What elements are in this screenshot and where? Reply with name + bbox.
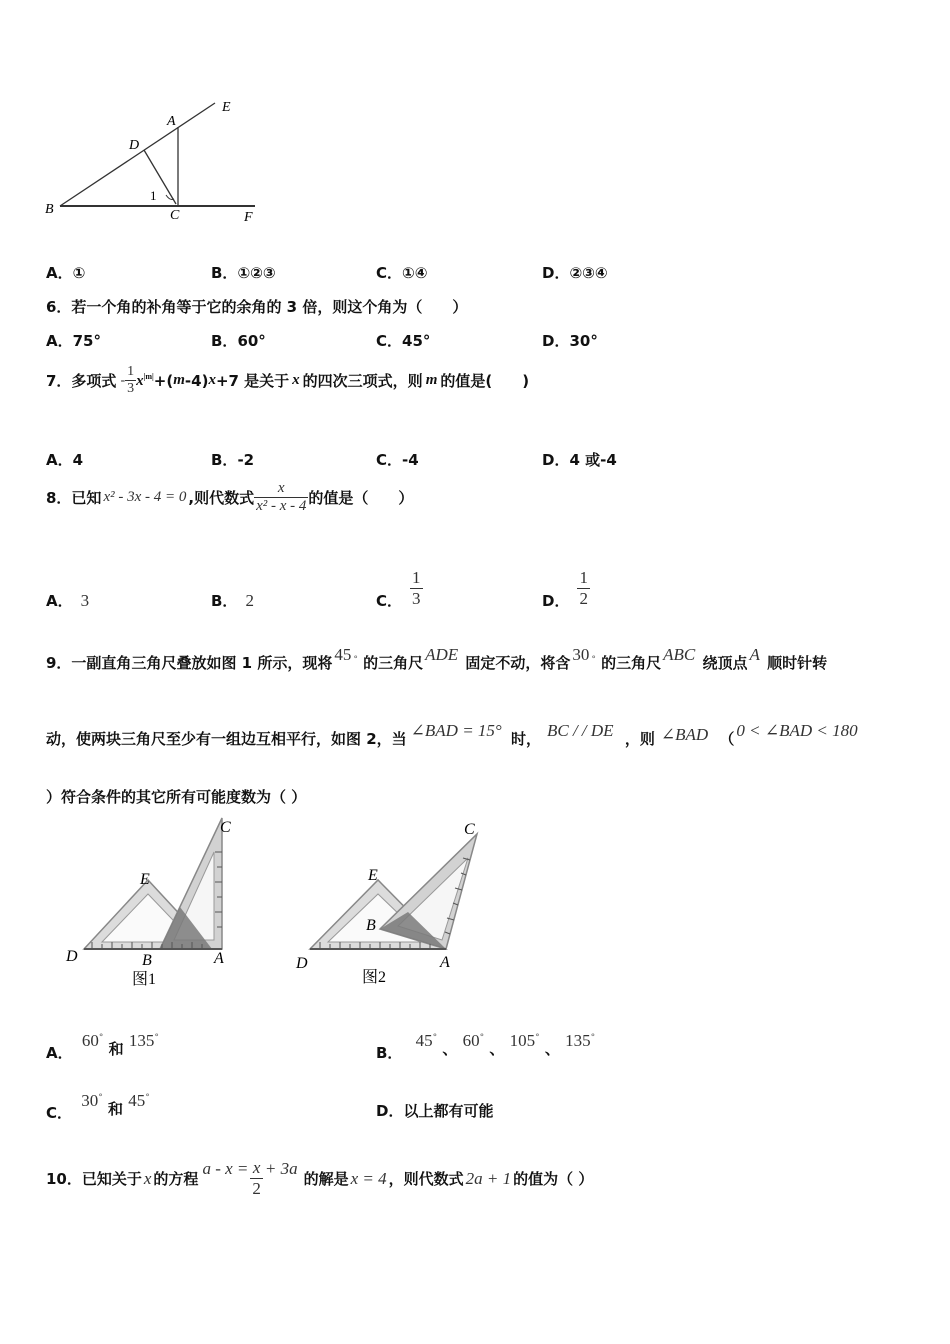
fig1-label-A: A bbox=[214, 950, 224, 967]
q5-option-d[interactable]: D．②③④ bbox=[542, 264, 608, 282]
q5-option-c[interactable]: C．①④ bbox=[376, 264, 428, 282]
q9-option-d[interactable]: D．以上都有可能 bbox=[376, 1102, 494, 1120]
q8-option-c[interactable]: C． $\frac{1}{3}$ bbox=[376, 568, 421, 610]
q7-option-b[interactable]: B．-2 bbox=[211, 451, 255, 469]
q10-stem: 10．已知关于 x 的方程 a - x = $\frac{x}{2}$ + 3a 的解是 x = 4 ，则代数式 2a + 1 的值为（ ） bbox=[46, 1158, 594, 1198]
q7-option-a[interactable]: A．4 bbox=[46, 451, 84, 469]
q5-option-b[interactable]: B．①②③ bbox=[211, 264, 276, 282]
q9-line1: 9．一副直角三角尺叠放如图 1 所示，现将 45 ° 的三角尺 ADE 固定不动，将含 30 ° 的三角尺 ABC 绕顶点 A 顺时针转 bbox=[46, 645, 828, 672]
fig1-label-B: B bbox=[142, 952, 152, 969]
label-C: C bbox=[170, 208, 180, 223]
fig2-label-A: A bbox=[440, 954, 450, 971]
q8-stem: 8．已知 x² - 3x - 4 = 0 ,则代数式 $\frac{x}{\text{x² - x - 4}}$ 的值是（ ） bbox=[46, 480, 414, 514]
q8-option-d[interactable]: D． $\frac{1}{2}$ bbox=[542, 568, 588, 610]
q9-option-c[interactable]: C． 30° 和 45° bbox=[46, 1091, 150, 1122]
q8-option-a[interactable]: A． 3 bbox=[46, 591, 90, 610]
angle-figure bbox=[40, 95, 270, 230]
q6-option-b[interactable]: B．60° bbox=[211, 332, 266, 350]
fig1-label-C: C bbox=[220, 819, 231, 836]
q9-line2: 动，使两块三角尺至少有一组边互相平行，如图 2，当 ∠BAD = 15° 时， BC / / DE ，则 ∠BAD （ 0 < ∠BAD < 180 bbox=[46, 721, 858, 748]
fig2-caption: 图2 bbox=[362, 969, 387, 986]
q8-option-b[interactable]: B． 2 bbox=[211, 591, 254, 610]
q6-option-a[interactable]: A．75° bbox=[46, 332, 101, 350]
q9-option-b[interactable]: B． 45° 、 60° 、 105° 、 135° bbox=[376, 1031, 596, 1062]
label-E: E bbox=[222, 100, 231, 115]
label-B: B bbox=[45, 202, 54, 217]
triangle-figure-1 bbox=[62, 812, 252, 992]
q7-fraction: $\frac{1}{3}$ bbox=[127, 364, 135, 396]
q9-line3: ）符合条件的其它所有可能度数为（ ） bbox=[46, 788, 307, 806]
triangle-figure-2 bbox=[290, 812, 490, 992]
fig1-label-D: D bbox=[66, 948, 78, 965]
label-D: D bbox=[129, 138, 140, 153]
fig2-label-C: C bbox=[464, 821, 475, 838]
q7-option-d[interactable]: D．4 或-4 bbox=[542, 451, 617, 469]
label-1: 1 bbox=[150, 188, 157, 203]
q7-stem: 7．多项式 - $\frac{1}{3}$ $x^{|m|}$ +( m -4) x +7 是关于 x 的四次三项式，则 m 的值是( ) bbox=[46, 364, 530, 396]
q9-option-a[interactable]: A． 60° 和 135° bbox=[46, 1031, 159, 1062]
q6-option-d[interactable]: D．30° bbox=[542, 332, 598, 350]
label-F: F bbox=[244, 210, 253, 225]
q6-option-c[interactable]: C．45° bbox=[376, 332, 431, 350]
q8-fraction: $\frac{x}{\text{x² - x - 4}}$ bbox=[256, 480, 307, 514]
fig1-label-E: E bbox=[140, 871, 150, 888]
q5-option-a[interactable]: A．① bbox=[46, 264, 86, 282]
q6-stem: 6．若一个角的补角等于它的余角的 3 倍，则这个角为（ ） bbox=[46, 298, 468, 316]
fig2-label-D: D bbox=[296, 955, 308, 972]
fig2-label-B: B bbox=[366, 917, 376, 934]
fig1-caption: 图1 bbox=[132, 971, 157, 988]
label-A: A bbox=[167, 114, 176, 129]
fig2-label-E: E bbox=[368, 867, 378, 884]
q10-fraction: $\frac{x}{2}$ bbox=[252, 1158, 261, 1198]
q7-option-c[interactable]: C．-4 bbox=[376, 451, 419, 469]
